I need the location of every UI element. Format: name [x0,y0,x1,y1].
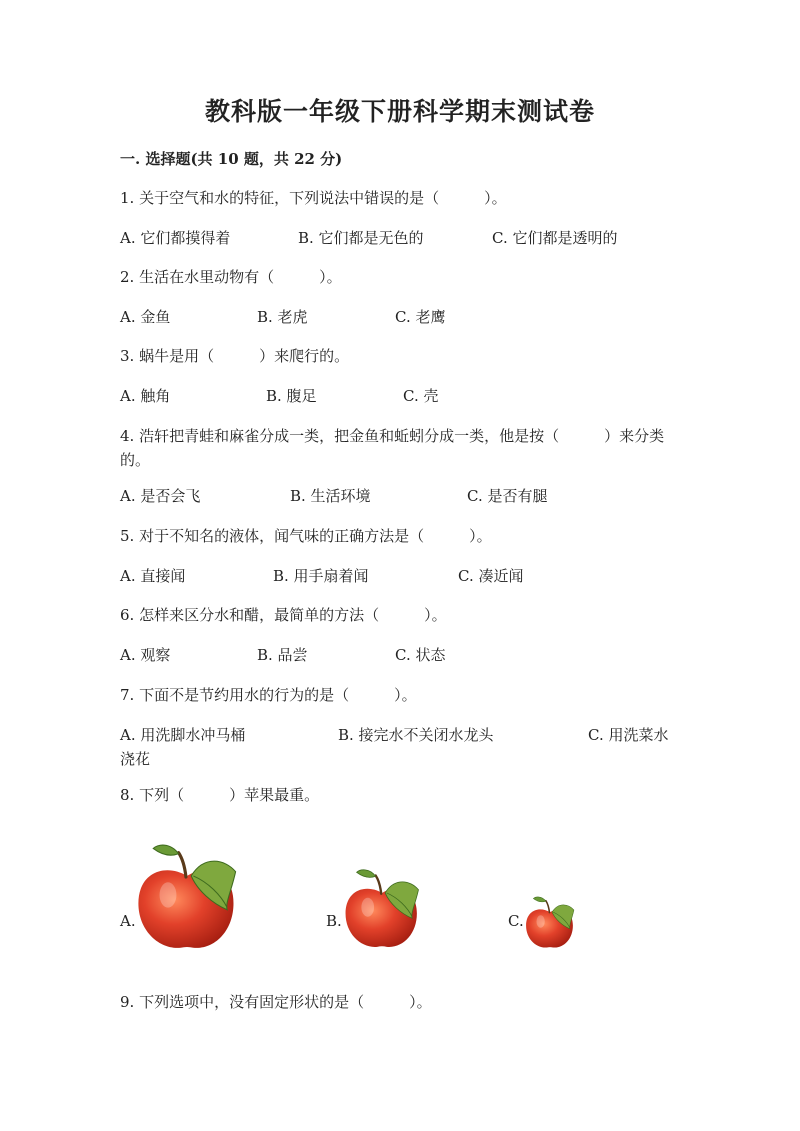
option-8c: C. [508,912,524,930]
option-1c: C. 它们都是透明的 [492,229,618,247]
apple-large-icon [134,840,240,952]
question-9: 9. 下列选项中，没有固定形状的是（ ）。 [120,993,432,1011]
options-7 [120,723,680,771]
option-7c: C. 用洗菜水 [588,726,669,744]
question-1: 1. 关于空气和水的特征，下列说法中错误的是（ ）。 [120,189,507,207]
option-4a: A. 是否会飞 [120,487,201,505]
apple-small-icon [524,894,576,950]
option-7b: B. 接完水不关闭水龙头 [338,726,494,744]
option-8b: B. [326,912,342,930]
question-2: 2. 生活在水里动物有（ ）。 [120,268,342,286]
option-3b: B. 腹足 [266,387,317,405]
option-4c: C. 是否有腿 [467,487,548,505]
option-2b: B. 老虎 [257,308,308,326]
question-8: 8. 下列（ ）苹果最重。 [120,786,320,804]
apple-medium-icon [342,866,422,950]
option-6a: A. 观察 [120,646,171,664]
option-2c: C. 老鹰 [395,308,446,326]
question-7: 7. 下面不是节约用水的行为的是（ ）。 [120,686,417,704]
option-3a: A. 触角 [120,387,171,405]
option-5c: C. 凑近闻 [458,567,524,585]
option-1b: B. 它们都是无色的 [298,229,424,247]
option-8a: A. [120,912,136,930]
option-7c-wrap: 浇花 [120,750,151,768]
page-title: 教科版一年级下册科学期末测试卷 [204,97,595,126]
question-5: 5. 对于不知名的液体，闻气味的正确方法是（ ）。 [120,527,492,545]
option-1a: A. 它们都摸得着 [120,229,231,247]
option-7a: A. 用洗脚水冲马桶 [120,726,246,744]
question-4: 4. 浩轩把青蛙和麻雀分成一类，把金鱼和蚯蚓分成一类，他是按（ ）来分类的。 [120,427,665,469]
option-5b: B. 用手扇着闻 [273,567,369,585]
option-2a: A. 金鱼 [120,308,171,326]
option-4b: B. 生活环境 [290,487,371,505]
question-6: 6. 怎样来区分水和醋，最简单的方法（ ）。 [120,606,447,624]
option-3c: C. 壳 [403,387,439,405]
option-5a: A. 直接闻 [120,567,186,585]
section-title: 一. 选择题(共 10 题，共 22 分) [120,150,343,168]
option-6b: B. 品尝 [257,646,308,664]
question-3: 3. 蜗牛是用（ ）来爬行的。 [120,347,350,365]
option-6c: C. 状态 [395,646,446,664]
